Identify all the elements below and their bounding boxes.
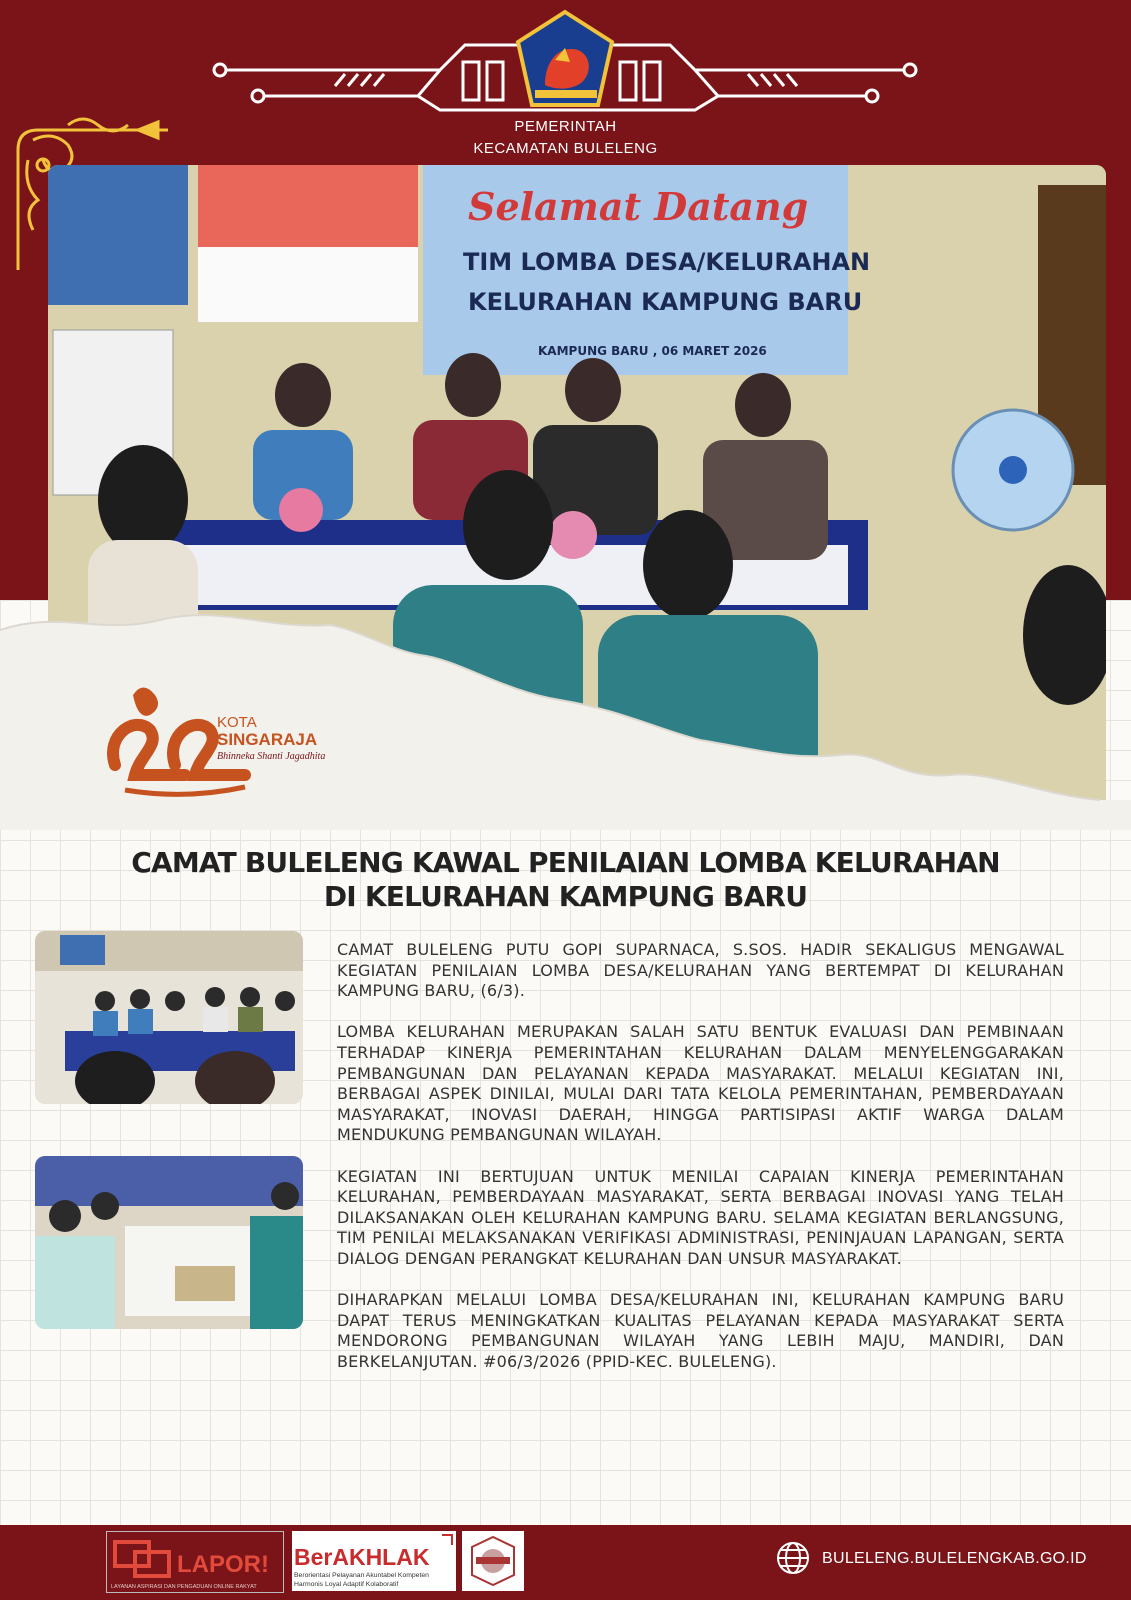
header-line-1: PEMERINTAH: [514, 118, 617, 135]
berakhlak-tagline-1: Berorientasi Pelayanan Akuntabel Kompeten: [294, 1572, 429, 1579]
thumbnail-photo-1: [35, 931, 303, 1104]
kota-line-2: SINGARAJA: [217, 730, 318, 749]
banner-greeting: Selamat Datang: [468, 184, 809, 229]
kota-line-1: KOTA: [217, 714, 257, 731]
header-line-2: KECAMATAN BULELENG: [473, 140, 658, 157]
article-paragraph-1: CAMAT BULELENG PUTU GOPI SUPARNACA, S.SOS. HADIR SEKALIGUS MENGAWAL KEGIATAN PENILAIAN LOMBA DESA/KELURAHAN YANG BERTEMPAT DI KELURAHAN KAMPUNG BARU, (6/3).: [337, 940, 1064, 1001]
lapor-logo[interactable]: [106, 1531, 284, 1593]
globe-icon: [775, 1540, 811, 1576]
kota-motto: Bhinneka Shanti Jagadhita: [217, 751, 326, 762]
article-paragraph-2: LOMBA KELURAHAN MERUPAKAN SALAH SATU BENTUK EVALUASI DAN PEMBINAAN TERHADAP KINERJA PEMERINTAHAN KELURAHAN DALAM MENYELENGGARAKAN PEMBANGUNAN DAN PELAYANAN KEPADA MASYARAKAT. MELALUI KEGIATAN INI, BERBAGAI ASPEK DINILAI, MULAI DARI TATA KELOLA PEMERINTAHAN, PEMBERDAYAAN MASYARAKAT, INOVASI DAERAH, HINGGA PARTISIPASI AKTIF WARGA DALAM MENDUKUNG PEMBANGUNAN WILAYAH.: [337, 1022, 1064, 1145]
berakhlak-label: BerAKHLAK: [294, 1544, 430, 1570]
article-title-line-2: DI KELURAHAN KAMPUNG BARU: [323, 880, 808, 913]
banner-line-1: TIM LOMBA DESA/KELURAHAN: [463, 248, 871, 276]
article-paragraph-4: DIHARAPKAN MELALUI LOMBA DESA/KELURAHAN INI, KELURAHAN KAMPUNG BARU DAPAT TERUS MENINGKATKAN KUALITAS PELAYANAN KEPADA MASYARAKAT SERTA MENDORONG PEMBANGUNAN WILAYAH YANG LEBIH MAJU, MANDIRI, DAN BERKELANJUTAN. #06/3/2026 (PPID-KEC. BULELENG).: [337, 1290, 1064, 1371]
website-link[interactable]: BULELENG.BULELENGKAB.GO.ID: [822, 1550, 1087, 1567]
banner-line-2: KELURAHAN KAMPUNG BARU: [468, 288, 863, 316]
lapor-tagline: LAYANAN ASPIRASI DAN PENGADUAN ONLINE RAKYAT: [111, 1584, 257, 1590]
article-paragraph-3: KEGIATAN INI BERTUJUAN UNTUK MENILAI CAPAIAN KINERJA PEMERINTAHAN KELURAHAN, PEMBERDAYAAN MASYARAKAT, SERTA BERBAGAI INOVASI YANG TELAH DILAKSANAKAN OLEH KELURAHAN KAMPUNG BARU. SELAMA KEGIATAN BERLANGSUNG, TIM PENILAI MELAKSANAKAN VERIFIKASI ADMINISTRASI, PENINJAUAN LAPANGAN, SERTA DIALOG DENGAN PERANGKAT KELURAHAN DAN UNSUR MASYARAKAT.: [337, 1166, 1064, 1268]
thumbnail-photo-2: [35, 1156, 303, 1329]
article-body: [337, 940, 1064, 1393]
article-title-line-1: CAMAT BULELENG KAWAL PENILAIAN LOMBA KELURAHAN: [131, 846, 1000, 879]
bangga-melayani-badge[interactable]: [462, 1531, 524, 1591]
buleleng-emblem-icon: [518, 12, 612, 105]
lapor-label: LAPOR!: [177, 1551, 269, 1578]
banner-date: KAMPUNG BARU , 06 MARET 2026: [538, 344, 767, 358]
article-title: [60, 846, 1071, 914]
kota-singaraja-logo: [95, 675, 335, 810]
berakhlak-tagline-2: Harmonis Loyal Adaptif Kolaboratif: [294, 1581, 399, 1588]
berakhlak-logo[interactable]: [292, 1531, 456, 1591]
